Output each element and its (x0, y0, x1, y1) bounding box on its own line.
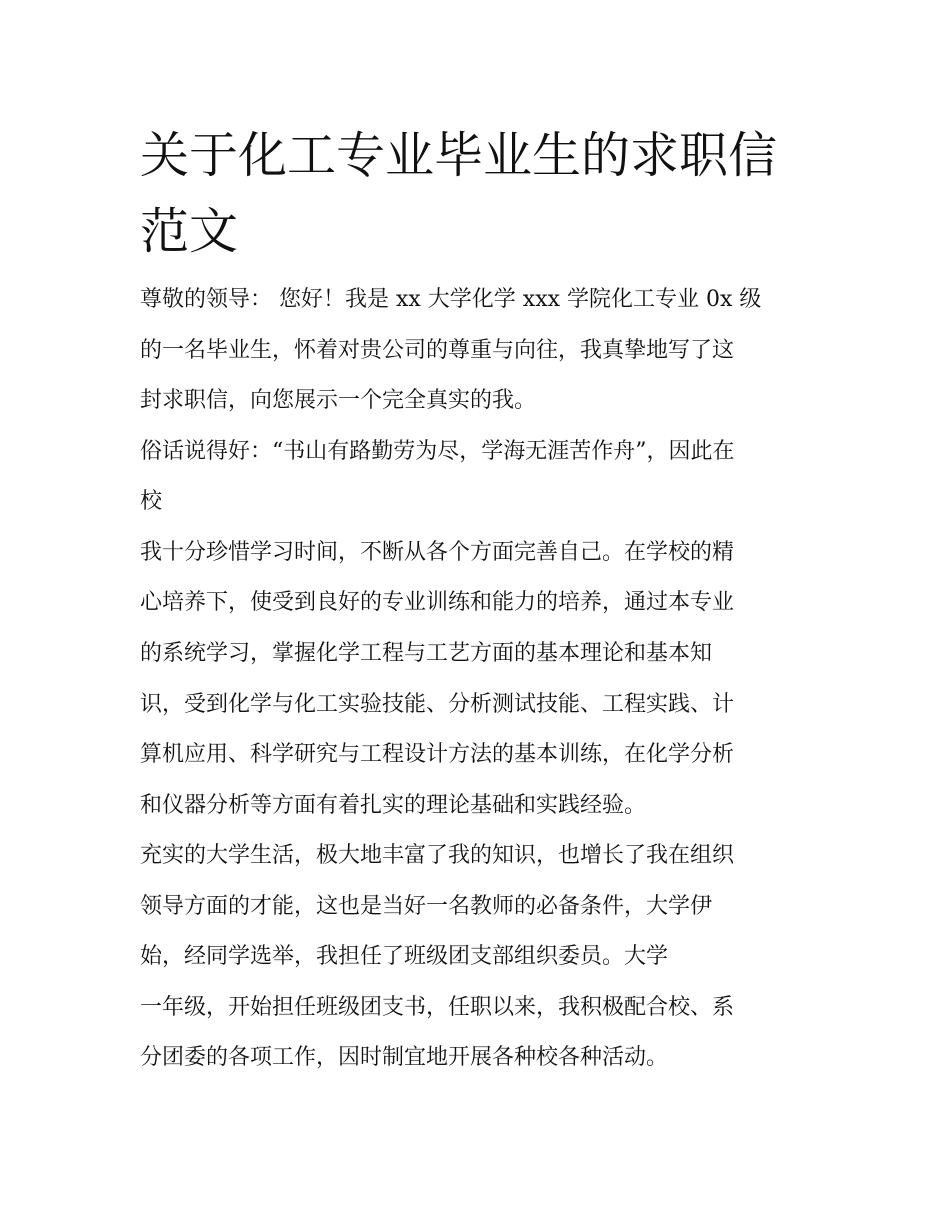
body-line-15: 一年级，开始担任班级团支书，任职以来，我积极配合校、系 (140, 995, 735, 1020)
body-line-7: 心培养下，使受到良好的专业训练和能力的培养，通过本专业 (140, 590, 735, 615)
body-line-13: 领导方面的才能，这也是当好一名教师的必备条件，大学伊 (140, 894, 713, 919)
body-line-10: 算机应用、科学研究与工程设计方法的基本训练，在化学分析 (140, 742, 735, 767)
body-line-8: 的系统学习，掌握化学工程与工艺方面的基本理论和基本知 (140, 641, 713, 666)
body-line-11: 和仪器分析等方面有着扎实的理论基础和实践经验。 (140, 793, 647, 818)
body-line-14: 始，经同学选举，我担任了班级团支部组织委员。大学 (140, 944, 669, 969)
body-line-16: 分团委的各项工作，因时制宜地开展各种校各种活动。 (140, 1045, 669, 1070)
document-title (140, 118, 820, 270)
body-line-6: 我十分珍惜学习时间，不断从各个方面完善自己。在学校的精 (140, 540, 735, 565)
body-line-3: 封求职信，向您展示一个完全真实的我。 (140, 388, 537, 413)
body-line-12: 充实的大学生活，极大地丰富了我的知识，也增长了我在组织 (140, 843, 735, 868)
body-line-5: 校 (140, 489, 163, 514)
body-line-4: 俗话说得好：“书山有路勤劳为尽，学海无涯苦作舟”，因此在 (140, 439, 735, 464)
title-line-2: 范文 (140, 203, 239, 260)
body-line-2: 的一名毕业生，怀着对贵公司的尊重与向往，我真挚地写了这 (140, 338, 735, 363)
body-line-1: 尊敬的领导： 您好！我是 xx 大学化学 xxx 学院化工专业 0x 级 (140, 287, 762, 312)
body-line-9: 识，受到化学与化工实验技能、分析测试技能、工程实践、计 (140, 692, 735, 717)
title-line-1: 关于化工专业毕业生的求职信 (140, 127, 778, 184)
